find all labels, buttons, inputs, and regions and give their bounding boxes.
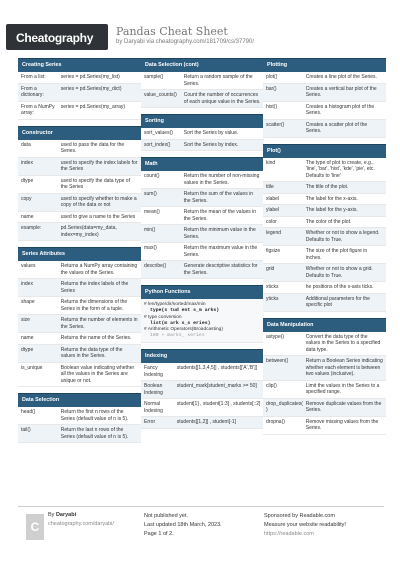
table-row: [18, 333, 141, 345]
table-row: [141, 189, 264, 207]
section-plot: [263, 144, 386, 312]
row-key: index: [21, 159, 33, 166]
row-key: plot(): [266, 74, 278, 81]
table-row: [263, 182, 386, 194]
row-key: hist(): [266, 103, 278, 110]
sponsor-line: Sponsored by Readable.com: [264, 513, 335, 519]
row-key: Fancy Indexing: [144, 365, 163, 378]
row-key: is_unique: [21, 364, 43, 371]
table-row: [141, 90, 264, 108]
column-3: [263, 58, 386, 441]
row-key: example:: [21, 225, 42, 232]
row-key: xlabel: [266, 195, 280, 202]
footer-author-name[interactable]: Daryabi: [55, 512, 77, 518]
table-row: [18, 102, 141, 120]
section-heading: Creating Series: [18, 58, 141, 72]
row-value: used to give a name to the Series: [60, 213, 136, 220]
section-heading: Sorting: [141, 114, 264, 128]
table-row: [18, 261, 141, 279]
page-header: [0, 0, 400, 52]
row-value: Boolean value indicating whether all the values in the Series are unique or not.: [60, 364, 135, 384]
row-value: Return the number of non-missing values in the Series.: [183, 173, 260, 186]
table-row: [18, 72, 141, 84]
page-subtitle: [116, 39, 254, 45]
row-key: xticks: [266, 284, 279, 291]
row-value: Return the mean of the values in the Series.: [183, 209, 257, 222]
row-value: student[1] , student[1:3] , students[::2]: [176, 401, 261, 408]
footer-author-url[interactable]: cheatography.com/daryabi/: [48, 521, 114, 528]
table-row: [263, 205, 386, 217]
table-row: [263, 381, 386, 399]
row-key: name: [21, 335, 34, 342]
section-heading: Data Selection (cont): [141, 58, 264, 72]
row-value: student_mark[student_marks >= 50]: [176, 383, 257, 390]
row-value: pd.Series(data=my_data, index=my_index): [60, 225, 117, 238]
row-value: The label for the y-axis.: [305, 207, 358, 214]
row-value: used to specify whether to make a copy of the data or not: [60, 195, 137, 209]
code-block: [141, 299, 264, 343]
section-sorting: [141, 114, 264, 151]
row-key: sort_values(): [144, 130, 173, 137]
row-value: Convert the data type of the values in the Series to a specified data type.: [305, 333, 381, 353]
row-key: dropna(): [266, 418, 285, 425]
cheatography-logo[interactable]: Cheatography: [6, 24, 108, 50]
column-1: [18, 58, 141, 449]
row-key: yticks: [266, 295, 279, 302]
table-row: [141, 225, 264, 243]
table-row: [263, 158, 386, 183]
table-row: [141, 171, 264, 189]
section-heading: Indexing: [141, 349, 264, 363]
table-row: [18, 158, 141, 176]
row-key: min(): [144, 227, 156, 234]
row-key: From a dictionary:: [21, 85, 44, 99]
page-footer: [18, 506, 384, 551]
row-key: name: [21, 213, 34, 220]
table-row: [141, 363, 264, 381]
code-line: # len/type/dir/sorted/max/min: [144, 302, 206, 308]
row-value: Returns the index labels of the Series: [60, 281, 129, 294]
row-key: value_counts(): [144, 92, 177, 99]
section-heading: Plot(): [263, 144, 386, 158]
last-updated: Last updated 18th March, 2023.: [144, 521, 222, 528]
section-constructor: [18, 126, 141, 242]
section-data-manipulation: [263, 318, 386, 435]
section-data-selection-cont: [141, 58, 264, 108]
table-row: [263, 264, 386, 282]
row-value: Return the first n rows of the Series (default value of n is 5).: [60, 409, 129, 422]
row-key: size: [21, 317, 30, 324]
row-value: Returns the name of the Series.: [60, 335, 132, 342]
table-row: [141, 207, 264, 225]
row-key: dtype: [21, 177, 34, 184]
row-key: color: [266, 218, 277, 225]
row-key: kind: [266, 159, 276, 166]
row-value: Return a Boolean Series indicating whether each element is between two values (inclusive).: [305, 358, 383, 378]
row-key: legend: [266, 230, 282, 237]
section-heading: Constructor: [18, 126, 141, 140]
row-key: scatter(): [266, 121, 285, 128]
table-row: [18, 140, 141, 158]
row-value: used to specify the index labels for the Series: [60, 159, 138, 173]
row-value: Remove duplicate values from the Series.: [305, 400, 382, 414]
table-row: [141, 399, 264, 417]
table-row: [141, 381, 264, 399]
row-value: Returns the dimensions of the Series in the form of a tuple.: [60, 299, 128, 312]
table-row: [263, 84, 386, 102]
code-line: 100 + marks_ series: [150, 333, 205, 339]
section-creating-series: [18, 58, 141, 120]
row-key: ylabel: [266, 207, 280, 214]
table-row: [141, 243, 264, 261]
footer-author-prefix: By: [48, 512, 55, 518]
page-number: Page 1 of 2.: [144, 530, 174, 537]
table-row: [18, 194, 141, 212]
table-row: [141, 417, 264, 429]
row-key: shape: [21, 299, 35, 306]
row-value: The color of the plot.: [305, 218, 352, 225]
sponsor-text: Measure your website readability!: [264, 521, 346, 528]
table-row: [18, 363, 141, 388]
table-row: [141, 261, 264, 279]
section-heading: Math: [141, 157, 264, 171]
row-key: sum(): [144, 191, 157, 198]
row-key: head(): [21, 409, 36, 416]
section-heading: Plotting: [263, 58, 386, 72]
row-key: grid: [266, 266, 275, 273]
page-title: Pandas Cheat Sheet: [116, 25, 228, 38]
section-plotting: [263, 58, 386, 138]
row-key: index: [21, 281, 33, 288]
row-key: mean(): [144, 209, 160, 216]
row-key: count(): [144, 173, 160, 180]
row-value: Returns the number of elements in the Series.: [60, 317, 138, 330]
row-key: From a NumPy array:: [21, 103, 55, 117]
row-value: Whether or not to show a legend. Defaults to True.: [305, 230, 380, 243]
code-line: type(s tud ent s_m arks): [150, 308, 220, 314]
subtitle-prefix: by: [116, 39, 123, 45]
table-row: [263, 356, 386, 381]
table-row: [263, 102, 386, 120]
row-key: title: [266, 184, 274, 191]
row-value: Remove missing values from the Series.: [305, 418, 379, 432]
row-value: Creates a histogram plot of the Series.: [305, 103, 375, 117]
section-heading: Python Functions: [141, 285, 264, 299]
row-key: data: [21, 141, 31, 148]
table-row: [18, 279, 141, 297]
row-key: tail(): [21, 427, 31, 434]
table-row: [141, 128, 264, 140]
table-row: [263, 282, 386, 294]
row-value: Return the maximum value in the Series.: [183, 245, 258, 258]
row-key: figsize: [266, 248, 281, 255]
footer-sponsor: [264, 512, 346, 538]
table-row: [263, 194, 386, 206]
row-key: describe(): [144, 263, 167, 270]
row-value: Limit the values in the Series to a specified range.: [305, 382, 380, 396]
table-row: [263, 399, 386, 417]
table-row: [263, 72, 386, 84]
section-heading: Data Selection: [18, 393, 141, 407]
row-value: used to pass the data for the Series.: [60, 141, 125, 155]
row-value: Generate descriptive statistics for the Series.: [183, 263, 258, 276]
table-row: [18, 297, 141, 315]
footer-meta: [144, 512, 222, 538]
row-key: values: [21, 263, 36, 270]
row-value: The size of the plot figure in inches.: [305, 248, 368, 261]
table-row: [263, 294, 386, 312]
row-value: The label for the x-axis.: [305, 195, 358, 202]
row-key: sample(): [144, 74, 164, 81]
row-value: Sort the Series by value.: [183, 130, 239, 137]
row-value: Creates a scatter plot of the Series.: [305, 121, 368, 135]
table-row: [263, 120, 386, 138]
row-key: From a list:: [21, 74, 46, 81]
row-value: Returns the data type of the values in the Series.: [60, 346, 123, 360]
row-value: series = pd.Series(my_dict): [60, 85, 122, 92]
row-key: drop_duplicates(): [266, 400, 303, 414]
section-heading: Data Manipulation: [263, 318, 386, 332]
row-value: students[[1,2]] , student[-1]: [176, 419, 236, 426]
table-row: [18, 212, 141, 224]
table-row: [141, 140, 264, 152]
table-row: [18, 223, 141, 241]
code-line: list(m ark s_s eries): [150, 320, 211, 326]
table-row: [263, 246, 386, 264]
footer-author: [48, 512, 114, 528]
code-line: # Arithmetic Operators(Broadcasting): [144, 327, 223, 332]
section-indexing: [141, 349, 264, 429]
row-key: Boolean Indexing: [144, 383, 163, 396]
table-row: [18, 176, 141, 194]
row-key: bar(): [266, 85, 277, 92]
row-key: between(): [266, 358, 289, 365]
row-value: Additional parameters for the specific plot: [305, 295, 370, 309]
row-value: series = pd.Series(my_list): [60, 74, 120, 81]
section-data-selection: [18, 393, 141, 443]
table-row: [263, 417, 386, 435]
section-series-attributes: [18, 247, 141, 387]
author-avatar: C: [26, 514, 44, 540]
table-row: [18, 315, 141, 333]
table-row: [18, 84, 141, 102]
row-key: Normal Indexing: [144, 401, 163, 414]
row-value: used to specify the data type of the Series: [60, 177, 130, 191]
section-math: [141, 157, 264, 279]
row-value: The type of plot to create, e.g., 'line', 'bar', 'hist', 'kde', 'pie', etc. Defaults to 'line': [305, 159, 375, 179]
row-value: Creates a line plot of the Series.: [305, 74, 377, 81]
row-value: Sort the Series by index.: [183, 141, 239, 148]
column-2: [141, 58, 264, 435]
subtitle-via: via cheatography.com/181709/cs/37790/: [146, 39, 255, 45]
row-key: copy: [21, 195, 32, 202]
section-python-functions: [141, 285, 264, 343]
row-value: Return the minimum value in the Series.: [183, 227, 256, 240]
row-value: Return the sum of the values in the Series.: [183, 191, 253, 204]
row-key: sort_index(): [144, 141, 171, 148]
publish-status: Not published yet.: [144, 513, 189, 519]
table-row: [263, 332, 386, 357]
row-key: Error: [144, 419, 156, 426]
row-value: Count the number of occurrences of each unique value in the Series.: [183, 92, 261, 105]
table-row: [18, 425, 141, 443]
code-line: # type conversion: [144, 314, 182, 320]
row-key: dtype: [21, 346, 34, 353]
table-row: [263, 217, 386, 229]
row-value: Return a random sample of the Series.: [183, 74, 253, 87]
row-value: Returns a NumPy array containing the values of the Series.: [60, 263, 138, 276]
row-value: Whether or not to show a grid. Defaults to True.: [305, 266, 373, 279]
table-row: [18, 407, 141, 425]
table-row: [141, 72, 264, 90]
table-row: [18, 345, 141, 363]
row-value: The title of the plot.: [305, 184, 349, 191]
table-row: [263, 228, 386, 246]
row-value: Return the last n rows of the Series (default value of n is 5).: [60, 427, 129, 440]
author-link[interactable]: Daryabi: [124, 39, 145, 45]
row-value: series = pd.Series(my_array): [60, 103, 126, 110]
row-value: students[[1,3,4,5]] , students[['A','B']]: [176, 365, 258, 372]
section-heading: Series Attributes: [18, 247, 141, 261]
row-value: Creates a vertical bar plot of the Series.: [305, 85, 377, 99]
sponsor-url[interactable]: https://readable.com: [264, 530, 314, 537]
row-key: clip(): [266, 382, 277, 389]
row-key: max(): [144, 245, 157, 252]
row-key: astype(): [266, 333, 285, 340]
row-value: he positions of the x-axis ticks.: [305, 284, 374, 291]
